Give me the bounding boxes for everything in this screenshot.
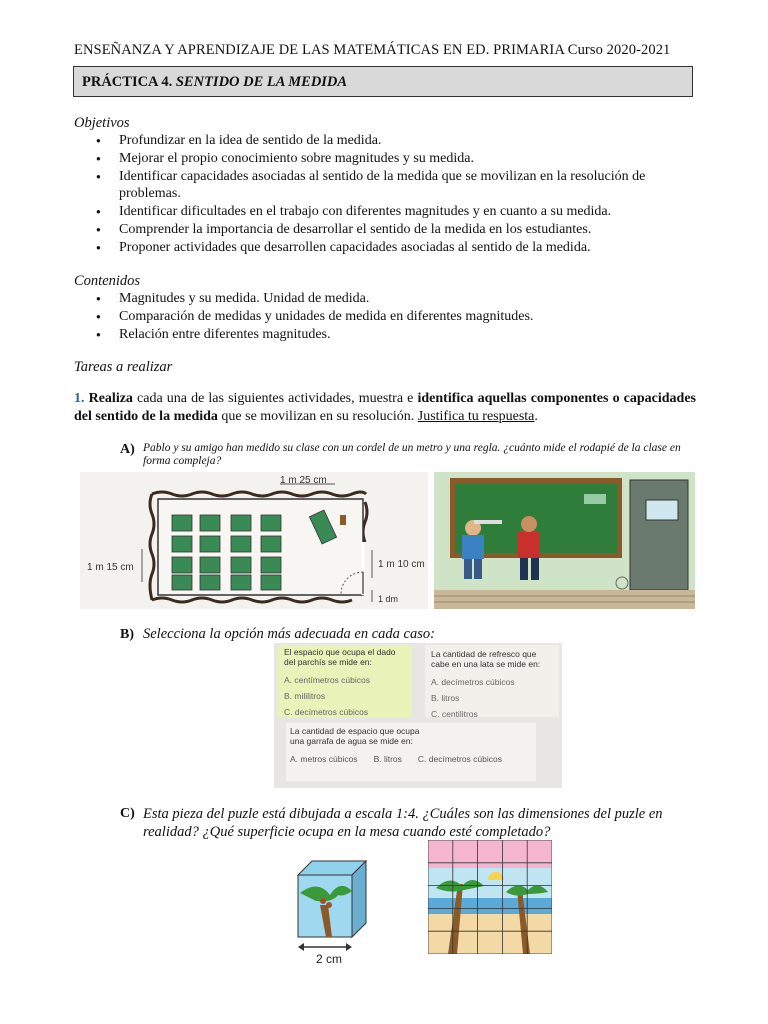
activity-a-label: A) xyxy=(120,442,135,457)
practice-number: PRÁCTICA 4. xyxy=(82,74,173,90)
task-number: 1. xyxy=(74,391,85,406)
card-question: La cantidad de espacio que ocupa una garrafa de agua se mide en: xyxy=(290,726,420,746)
completed-puzzle-image xyxy=(428,840,552,954)
card-options-row xyxy=(286,746,536,764)
card-garrafa xyxy=(286,723,536,781)
objective-item: ● Profundizar en la idea de sentido de la medida. xyxy=(74,133,698,150)
card-dado xyxy=(278,645,412,717)
card-option: C. centilitros xyxy=(431,709,478,719)
task-verb: Realiza xyxy=(88,391,133,406)
contents-heading: Contenidos xyxy=(74,273,141,289)
content-item: ● Relación entre diferentes magnitudes. xyxy=(74,327,698,344)
card-option: B. litros xyxy=(373,754,402,764)
content-item: ● Comparación de medidas y unidades de medida en diferentes magnitudes. xyxy=(74,309,698,326)
contents-list xyxy=(74,291,698,345)
objectives-heading: Objetivos xyxy=(74,115,130,131)
card-question: El espacio que ocupa el dado del parchís se mide en: xyxy=(284,647,396,667)
activity-b-question: Selecciona la opción más adecuada en cada caso: xyxy=(143,626,435,642)
objective-item: ● Mejorar el propio conocimiento sobre magnitudes y su medida. xyxy=(74,151,698,168)
activity-b-label: B) xyxy=(120,627,134,642)
card-option: A. metros cúbicos xyxy=(290,754,358,764)
card-lata xyxy=(425,645,559,717)
classroom-illustration xyxy=(434,472,695,609)
practice-title xyxy=(82,74,347,91)
puzzle-piece-image xyxy=(290,853,370,968)
measure-options-image xyxy=(274,643,562,788)
activity-c-label: C) xyxy=(120,806,135,821)
objectives-list xyxy=(74,133,698,258)
task-text: cada una de las siguientes actividades, muestra e xyxy=(132,391,418,406)
plan-small-label: 1 dm xyxy=(378,594,399,604)
card-option: A. centímetros cúbicos xyxy=(284,675,370,685)
activity-a-question: Pablo y su amigo han medido su clase con un cordel de un metro y una regla. ¿cuánto mide el rodapié de la clase en forma compleja? xyxy=(143,442,681,467)
classroom-plan-image xyxy=(80,472,428,609)
content-item: ● Magnitudes y su medida. Unidad de medida. xyxy=(74,291,698,308)
card-option: B. mililitros xyxy=(284,691,326,701)
plan-top-label: 1 m 25 cm xyxy=(280,475,327,486)
task-text: que se movilizan en su resolución. xyxy=(217,409,418,424)
card-option: A. decímetros cúbicos xyxy=(431,677,515,687)
card-option: C. decímetros cúbicos xyxy=(284,707,369,717)
dimension-label: 2 cm xyxy=(316,952,343,966)
objective-item: ● Comprender la importancia de desarrollar el sentido de la medida en los estudiantes. xyxy=(74,222,698,239)
plan-left-label: 1 m 15 cm xyxy=(87,562,134,573)
objective-item: ● Identificar dificultades en el trabajo con diferentes magnitudes y en cuanto a su medida. xyxy=(74,204,698,221)
card-option: B. litros xyxy=(431,693,460,703)
document-header: ENSEÑANZA Y APRENDIZAJE DE LAS MATEMÁTICAS EN ED. PRIMARIA Curso 2020-2021 xyxy=(74,42,671,58)
card-option: C. decímetros cúbicos xyxy=(417,754,502,764)
activity-c-question: Esta pieza del puzle está dibujada a escala 1:4. ¿Cuáles son las dimensiones del puzle en realidad? ¿Qué superficie ocupa en la mesa cuando esté completado? xyxy=(143,806,663,840)
task-period: . xyxy=(534,409,538,424)
practice-name: SENTIDO DE LA MEDIDA xyxy=(175,74,348,90)
task-underlined: Justifica tu respuesta xyxy=(417,409,535,424)
objective-item: ● Proponer actividades que desarrollen capacidades asociadas al sentido de la medida. xyxy=(74,240,698,257)
plan-right-label: 1 m 10 cm xyxy=(378,559,425,570)
task-1-statement xyxy=(74,390,696,426)
tasks-heading: Tareas a realizar xyxy=(74,359,173,375)
task-emphasis: identifica aquellas componentes o capacidades del sentido de la medida xyxy=(74,391,697,424)
practice-title-box xyxy=(73,66,693,97)
card-question: La cantidad de refresco que cabe en una lata se mide en: xyxy=(431,649,541,669)
objective-item: ● Identificar capacidades asociadas al sentido de la medida que se movilizan en la resolución de problemas. xyxy=(74,169,698,202)
